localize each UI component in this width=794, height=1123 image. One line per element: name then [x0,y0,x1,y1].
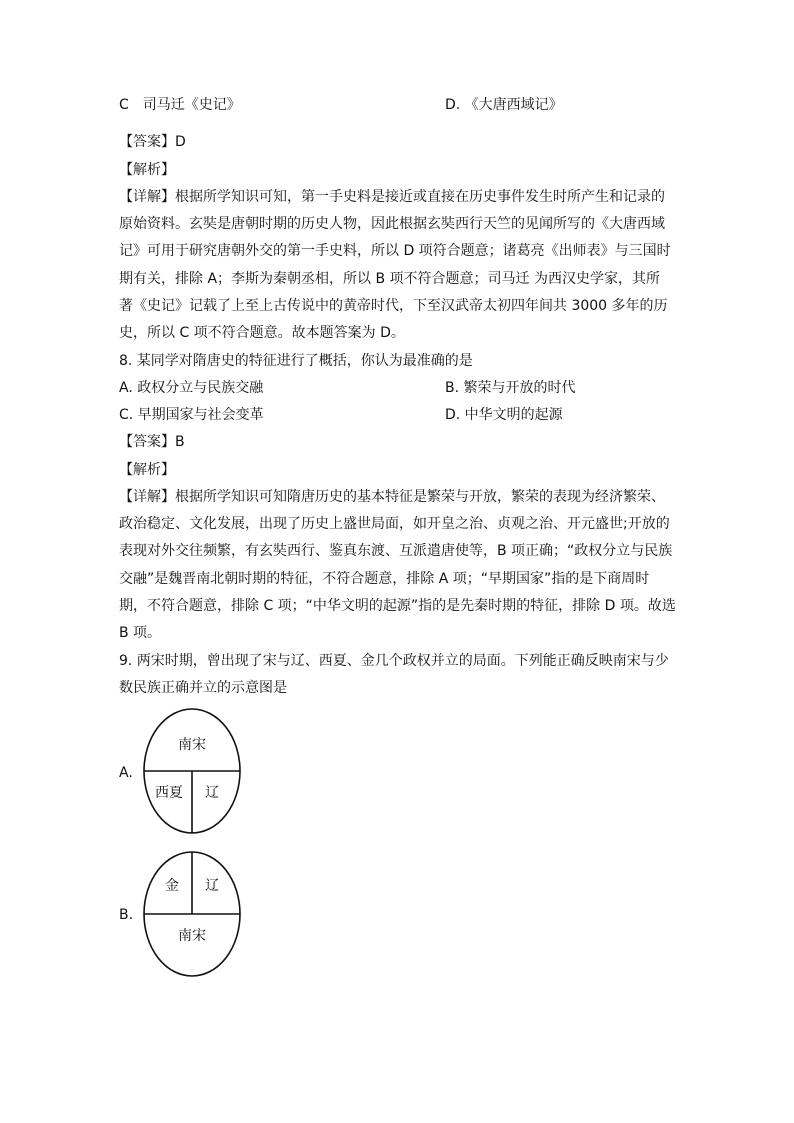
region-label-bottom-left: 西夏 [155,785,183,801]
q9-stem-line: 数民族正确并立的示意图是 [119,680,287,696]
q8-option-d: D. 中华文明的起源 [445,407,563,423]
q7-detail-line: 期有关，排除 A；李斯为秦朝丞相，所以 B 项不符合题意；司马迁 为西汉史学家，其所 [119,271,660,287]
q8-detail-line: B 项。 [119,625,162,641]
q8-option-a: A. 政权分立与民族交融 [119,380,264,396]
region-label-top-left: 金 [165,878,179,894]
q7-answer: 【答案】D [119,134,186,150]
q9-option-a-diagram [142,707,242,837]
q8-option-b: B. 繁荣与开放的时代 [445,380,576,396]
q7-detail-line: 著《史记》记载了上至上古传说中的黄帝时代，下至汉武帝太初四年间共 3000 多年的历 [119,298,668,314]
q8-detail-line: 交融”是魏晋南北朝时期的特征，不符合题意，排除 A 项；“早期国家”指的是下商周时 [119,571,650,587]
region-label-top-right: 辽 [205,878,219,894]
q7-analysis-title: 【解析】 [119,162,175,178]
q7-detail-line: 原始资料。玄奘是唐朝时期的历史人物，因此根据玄奘西行天竺的见闻所写的《大唐西域 [119,216,665,232]
q7-detail-line: 记》可用于研究唐朝外交的第一手史料，所以 D 项符合题意；诸葛亮《出师表》与三国时 [119,243,671,259]
q8-answer: 【答案】B [119,434,185,450]
q7-detail-line: 史，所以 C 项不符合题意。故本题答案为 D。 [119,325,405,341]
q8-detail-line: 政治稳定、文化发展，出现了历史上盛世局面，如开皇之治、贞观之治、开元盛世;开放的 [119,516,670,532]
q8-detail-line: 表现对外交往频繁，有玄奘西行、鉴真东渡、互派遣唐使等，B 项正确；“政权分立与民族 [119,543,673,559]
q9-option-a-label: A. [119,765,133,781]
region-label-bottom: 南宋 [178,928,206,944]
q9-option-b-label: B. [119,907,134,923]
q8-stem: 8. 某同学对隋唐史的特征进行了概括，你认为最准确的是 [119,353,473,369]
q7-option-d: D. 《大唐西域记》 [445,97,563,113]
q8-detail-line: 【详解】根据所学知识可知隋唐历史的基本特征是繁荣与开放，繁荣的表现为经济繁荣、 [119,489,665,505]
q8-option-c: C. 早期国家与社会变革 [119,407,264,423]
q9-stem-line: 9. 两宋时期，曾出现了宋与辽、西夏、金几个政权并立的局面。下列能正确反映南宋与少 [119,653,669,669]
q7-option-c: C 司马迁《史记》 [119,97,241,113]
q9-option-b-diagram [142,850,242,980]
region-label-top: 南宋 [178,737,206,753]
q7-detail-line: 【详解】根据所学知识可知，第一手史料是接近或直接在历史事件发生时所产生和记录的 [119,189,665,205]
region-label-bottom-right: 辽 [205,785,219,801]
q8-detail-line: 期，不符合题意，排除 C 项；“中华文明的起源”指的是先秦时期的特征，排除 D 项。故选 [119,598,676,614]
q8-analysis-title: 【解析】 [119,462,175,478]
